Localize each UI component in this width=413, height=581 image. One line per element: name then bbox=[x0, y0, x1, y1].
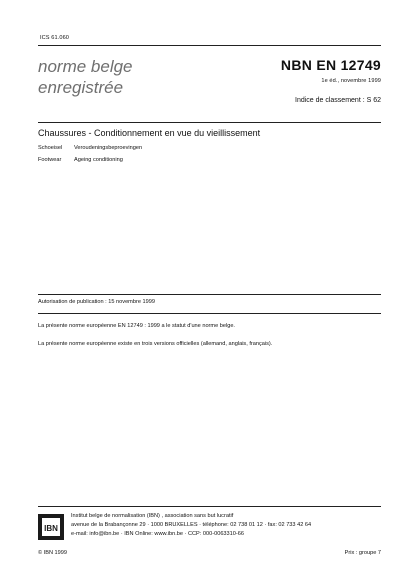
auth-divider bbox=[38, 313, 381, 314]
price-group: Prix : groupe 7 bbox=[344, 550, 381, 556]
translation-row-english bbox=[38, 157, 123, 163]
document-title: Chaussures - Conditionnement en vue du vieillissement bbox=[38, 128, 261, 138]
translation-row-dutch bbox=[38, 145, 142, 151]
translation-title: Veroudeningsbeproevingen bbox=[74, 145, 143, 151]
title-top-divider bbox=[38, 122, 381, 123]
edition: 1e éd., novembre 1999 bbox=[321, 78, 381, 84]
institute-name: Institut belge de normalisation (IBN) , association sans but lucratif bbox=[71, 513, 234, 519]
status-paragraph: La présente norme européenne EN 12749 : 1999 a le statut d'une norme belge. bbox=[38, 323, 235, 329]
ics-code: ICS 61.060 bbox=[40, 35, 69, 41]
classification-index: Indice de classement : S 62 bbox=[295, 97, 381, 104]
ibn-logo-icon bbox=[38, 514, 64, 540]
versions-paragraph: La présente norme européenne existe en trois versions officielles (allemand, anglais, français). bbox=[38, 341, 273, 347]
translation-language: Schoeisel bbox=[38, 145, 63, 151]
translation-title: Ageing conditioning bbox=[74, 157, 123, 163]
institute-address: avenue de la Brabançonne 29 · 1000 BRUXELLES · téléphone: 02 738 01 12 · fax: 02 733 42 64 bbox=[71, 522, 312, 528]
publication-authorization: Autorisation de publication : 15 novembre 1999 bbox=[38, 299, 155, 305]
top-divider bbox=[38, 45, 381, 46]
standard-id: NBN EN 12749 bbox=[280, 57, 381, 73]
brand-line-1: norme belge bbox=[38, 57, 133, 76]
brand-line-2: enregistrée bbox=[38, 78, 124, 97]
institute-contact: e-mail: info@ibn.be · IBN Online: www.ibn.be · CCP: 000-0063310-66 bbox=[71, 531, 244, 537]
translation-language: Footwear bbox=[38, 157, 62, 163]
logo-text: IBN bbox=[44, 524, 58, 533]
footer-divider bbox=[38, 506, 381, 507]
copyright: © IBN 1999 bbox=[38, 550, 67, 556]
mid-divider bbox=[38, 294, 381, 295]
